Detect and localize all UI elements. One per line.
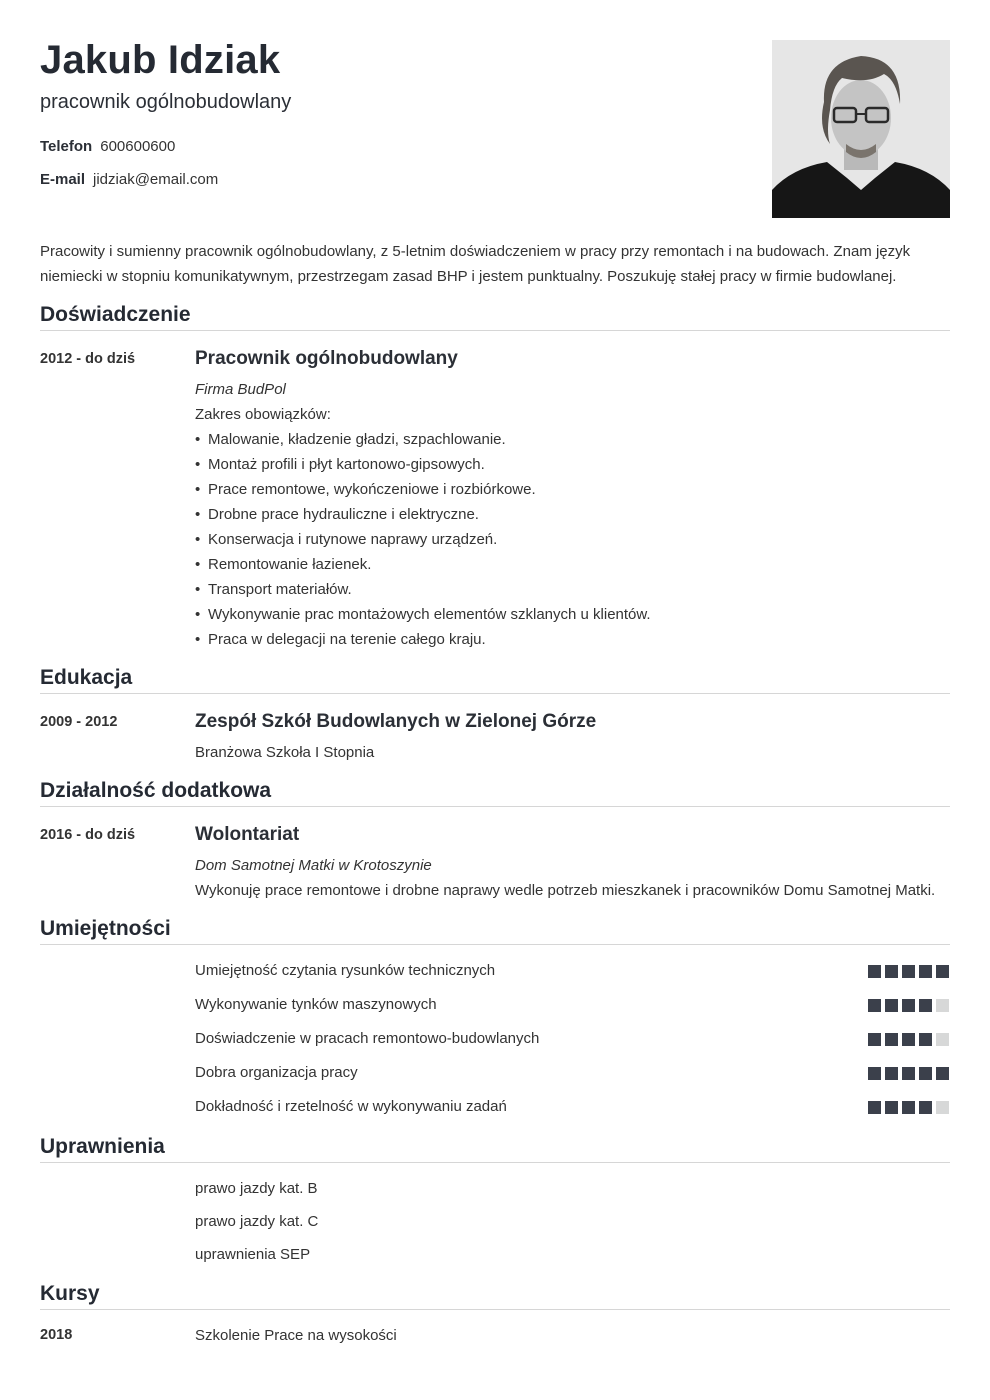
skill-rating — [868, 1067, 949, 1080]
rating-square-filled-icon — [902, 999, 915, 1012]
skill-label: Wykonywanie tynków maszynowych — [195, 996, 437, 1013]
phone-value: 600600600 — [100, 138, 176, 155]
skill-row — [195, 996, 950, 1016]
activity-date: 2016 - do dziś — [40, 827, 136, 843]
rating-square-filled-icon — [885, 965, 898, 978]
skill-rating — [868, 965, 949, 978]
skill-row — [195, 1030, 950, 1050]
skill-rating — [868, 999, 949, 1012]
rating-square-filled-icon — [919, 965, 932, 978]
rating-square-filled-icon — [885, 1033, 898, 1046]
section-heading-courses: Kursy — [40, 1282, 950, 1310]
rating-square-filled-icon — [885, 999, 898, 1012]
rating-square-filled-icon — [919, 1067, 932, 1080]
candidate-name: Jakub Idziak — [40, 38, 281, 82]
rating-square-filled-icon — [868, 965, 881, 978]
duty-item: • Remontowanie łazienek. — [195, 552, 950, 577]
duty-item: • Praca w delegacji na terenie całego kraju. — [195, 627, 950, 652]
duty-item: • Konserwacja i rutynowe naprawy urządzeń. — [195, 527, 950, 552]
education-date: 2009 - 2012 — [40, 714, 118, 730]
section-heading-education: Edukacja — [40, 666, 950, 694]
rating-square-filled-icon — [868, 1101, 881, 1114]
profile-summary: Pracowity i sumienny pracownik ogólnobudowlany, z 5-letnim doświadczeniem w pracy przy remontach i na budowach. Znam język niemiecki w stopniu komunikatywnym, przestrzegam zasad BHP i jestem punktualny. Poszukuję stałej pracy w firmie budowlanej. — [40, 243, 911, 285]
skill-row — [195, 1064, 950, 1084]
duty-item: • Prace remontowe, wykończeniowe i rozbiórkowe. — [195, 477, 950, 502]
skill-rating — [868, 1033, 949, 1046]
rating-square-filled-icon — [902, 1033, 915, 1046]
rating-square-filled-icon — [919, 1101, 932, 1114]
rating-square-filled-icon — [885, 1067, 898, 1080]
rating-square-filled-icon — [919, 1033, 932, 1046]
activity-organization: Dom Samotnej Matki w Krotoszynie — [195, 857, 432, 874]
rating-square-filled-icon — [868, 999, 881, 1012]
portrait-photo — [772, 40, 950, 218]
phone-label: Telefon — [40, 138, 93, 155]
duty-item: • Wykonywanie prac montażowych elementów szklanych u klientów. — [195, 602, 950, 627]
rating-square-filled-icon — [868, 1067, 881, 1080]
experience-position: Pracownik ogólnobudowlany — [195, 348, 458, 369]
rating-square-empty-icon — [936, 999, 949, 1012]
duty-item: • Montaż profili i płyt kartonowo-gipsowych. — [195, 452, 950, 477]
rating-square-empty-icon — [936, 1033, 949, 1046]
license-item: prawo jazdy kat. C — [195, 1213, 319, 1230]
section-heading-activities: Działalność dodatkowa — [40, 779, 950, 807]
contact-email — [40, 171, 218, 188]
resume-header — [40, 0, 950, 218]
course-date: 2018 — [40, 1327, 73, 1343]
education-entry — [195, 711, 950, 765]
section-heading-skills: Umiejętności — [40, 917, 950, 945]
rating-square-filled-icon — [936, 965, 949, 978]
duty-item: • Malowanie, kładzenie gładzi, szpachlowanie. — [195, 427, 950, 452]
skill-row — [195, 962, 950, 982]
skill-row — [195, 1098, 950, 1118]
rating-square-filled-icon — [885, 1101, 898, 1114]
activity-entry — [195, 824, 950, 903]
school-level: Branżowa Szkoła I Stopnia — [195, 744, 375, 761]
license-item: uprawnienia SEP — [195, 1246, 311, 1263]
skill-label: Dobra organizacja pracy — [195, 1064, 358, 1081]
duty-item: • Drobne prace hydrauliczne i elektryczne. — [195, 502, 950, 527]
email-label: E-mail — [40, 171, 86, 188]
rating-square-filled-icon — [902, 1067, 915, 1080]
rating-square-filled-icon — [902, 965, 915, 978]
rating-square-empty-icon — [936, 1101, 949, 1114]
school-name: Zespół Szkół Budowlanych w Zielonej Górze — [195, 711, 597, 732]
email-value: jidziak@email.com — [93, 171, 219, 188]
skill-label: Doświadczenie w pracach remontowo-budowlanych — [195, 1030, 540, 1047]
activity-title: Wolontariat — [195, 824, 300, 845]
license-item: prawo jazdy kat. B — [195, 1180, 318, 1197]
activity-description: Wykonuję prace remontowe i drobne naprawy wedle potrzeb mieszkanek i pracowników Domu Samotnej Matki. — [195, 882, 936, 899]
rating-square-filled-icon — [936, 1067, 949, 1080]
rating-square-filled-icon — [868, 1033, 881, 1046]
rating-square-filled-icon — [902, 1101, 915, 1114]
experience-company: Firma BudPol — [195, 381, 286, 398]
skill-label: Umiejętność czytania rysunków technicznych — [195, 962, 496, 979]
duty-item: • Transport materiałów. — [195, 577, 950, 602]
experience-entry — [195, 348, 950, 652]
contact-phone — [40, 138, 175, 155]
section-heading-licenses: Uprawnienia — [40, 1135, 950, 1163]
course-title: Szkolenie Prace na wysokości — [195, 1327, 397, 1344]
experience-date: 2012 - do dziś — [40, 351, 136, 367]
skill-label: Dokładność i rzetelność w wykonywaniu zadań — [195, 1098, 507, 1115]
duties-list — [195, 427, 950, 652]
rating-square-filled-icon — [919, 999, 932, 1012]
portrait-image-icon — [772, 40, 950, 218]
experience-intro: Zakres obowiązków: — [195, 406, 331, 423]
section-heading-experience: Doświadczenie — [40, 303, 950, 331]
skill-rating — [868, 1101, 949, 1114]
job-title: pracownik ogólnobudowlany — [40, 91, 292, 113]
